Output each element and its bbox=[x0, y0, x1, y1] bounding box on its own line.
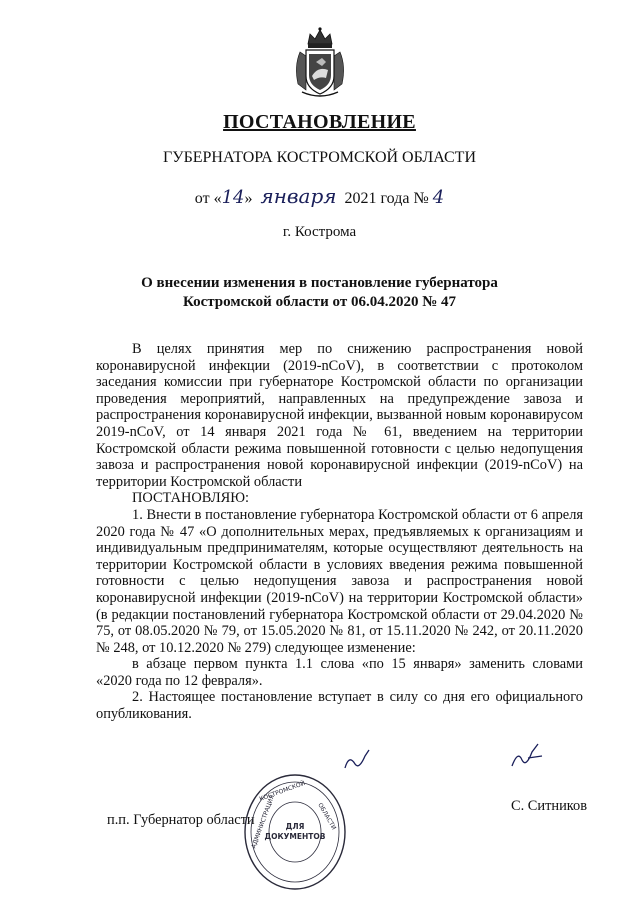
signature-mark-right bbox=[508, 740, 548, 770]
svg-text:КОСТРОМСКОЙ: КОСТРОМСКОЙ bbox=[258, 779, 307, 803]
preamble-paragraph: В целях принятия мер по снижению распространения новой коронавирусной инфекции (2019-nCoV), в соответствии с протоколом заседания комиссии при губернаторе Костромской области по организации проведения мероприятий, направленных на предупреждение завоза и распространения коронавирусной инфекции, вызванной новым коронавирусом 2019-nCoV, от 14 января 2021 года № 61, введением на территории Костромской области режима повышенной готовности с целью недопущения завоза и распространения новой коронавирусной инфекции (2019-nCoV) на территории Костромской области bbox=[96, 341, 583, 490]
date-line bbox=[0, 184, 639, 208]
stamp-center-line-1: ДЛЯ bbox=[285, 822, 305, 831]
stamp-center-line-2: ДОКУМЕНТОВ bbox=[264, 832, 326, 841]
city-line: г. Кострома bbox=[282, 224, 357, 240]
signature-mark-left bbox=[343, 746, 383, 772]
svg-text:АДМИНИСТРАЦИЯ: АДМИНИСТРАЦИЯ bbox=[250, 793, 277, 850]
signatory-position: п.п. Губернатор области bbox=[107, 812, 255, 828]
date-month-handwritten: января bbox=[260, 184, 337, 208]
document-body bbox=[96, 341, 583, 723]
document-number-handwritten: 4 bbox=[432, 187, 445, 208]
issuer-subtitle: ГУБЕРНАТОРА КОСТРОМСКОЙ ОБЛАСТИ bbox=[162, 149, 476, 166]
item-1-paragraph: 1. Внести в постановление губернатора Костромской области от 6 апреля 2020 года № 47 «О дополнительных мерах, предъявляемых к организациям и индивидуальным предпринимателям, которые осуществляют деятельность на территории Костромской области в условиях введения режима повышенной готовности с целью недопущения завоза и распространения новой коронавирусной инфекции (2019-nCoV) на территории Костромской области» (в редакции постановлений губернатора Костромской области от 29.04.2020 № 75, от 08.05.2020 № 79, от 15.05.2020 № 81, от 15.11.2020 № 242, от 20.11.2020 № 248, от 10.12.2020 № 279) следующее изменение: bbox=[96, 506, 583, 656]
heading-line-2: Костромской области от 06.04.2020 № 47 bbox=[182, 294, 457, 310]
date-day-handwritten: 14 bbox=[221, 187, 245, 208]
heading-line-1: О внесении изменения в постановление губернатора bbox=[141, 275, 498, 291]
coat-of-arms-emblem bbox=[292, 26, 348, 100]
document-heading bbox=[0, 274, 639, 312]
date-close-quote: » bbox=[244, 190, 253, 207]
official-seal-stamp bbox=[243, 773, 347, 891]
svg-text:ОБЛАСТИ: ОБЛАСТИ bbox=[316, 801, 338, 832]
item-2-paragraph: 2. Настоящее постановление вступает в силу со дня его официального опубликования. bbox=[96, 689, 583, 723]
document-title: ПОСТАНОВЛЕНИЕ bbox=[223, 111, 416, 133]
signatory-name: С. Ситников bbox=[511, 798, 588, 814]
item-1-subparagraph: в абзаце первом пункта 1.1 слова «по 15 января» заменить словами «2020 года по 12 февраля». bbox=[96, 656, 583, 689]
date-year: 2021 года № bbox=[344, 190, 429, 207]
resolve-paragraph: ПОСТАНОВЛЯЮ: bbox=[132, 490, 250, 507]
date-prefix: от « bbox=[194, 190, 222, 207]
